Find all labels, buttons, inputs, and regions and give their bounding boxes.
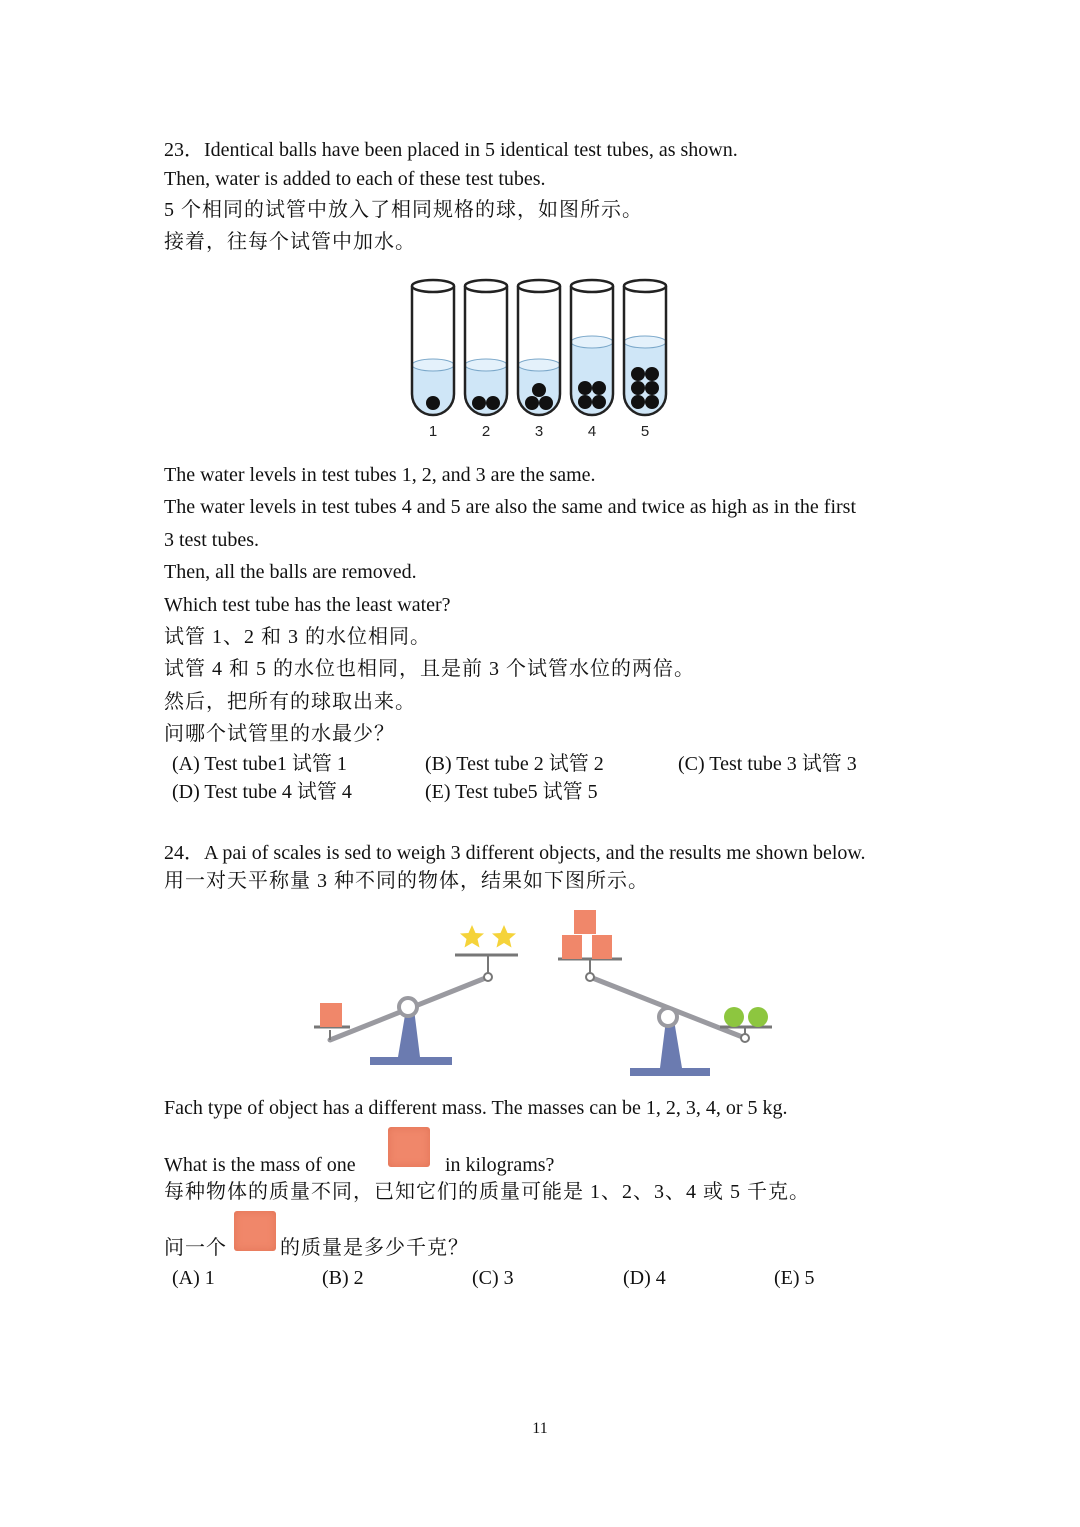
test-tube-5 [624,280,666,440]
q23-body-cn-3: 然后，把所有的球取出来。 [164,691,416,713]
ball [645,381,659,395]
water-surface [571,336,613,348]
tube-rim [518,280,560,292]
ball [472,396,486,410]
q23-body-cn-1: 试管 1、2 和 3 的水位相同。 [164,626,431,648]
q23-option-e[interactable]: (E) Test tube5 试管 5 [425,781,598,803]
right-scale-pivot [659,1008,677,1026]
left-scale-base [370,1057,452,1065]
q23-body-cn-2: 试管 4 和 5 的水位也相同，且是前 3 个试管水位的两倍。 [164,658,695,680]
star-icon [492,925,516,948]
q24-body-en-1: Fach type of object has a different mass. The masses can be 1, 2, 3, 4, or 5 kg. [164,1097,788,1119]
test-tube-4 [571,280,613,440]
left-scale-pivot [399,998,417,1016]
q23-intro-en-2: Then, water is added to each of these test tubes. [164,168,546,190]
q24-body-cn-1: 每种物体的质量不同，已知它们的质量可能是 1、2、3、4 或 5 千克。 [164,1181,810,1203]
q23-body-en-1: The water levels in test tubes 1, 2, and 3 are the same. [164,464,596,486]
star-icon [460,925,484,948]
ball [631,395,645,409]
q24-body-cn-2b: 的质量是多少千克？ [280,1237,469,1259]
tube-label-4: 4 [587,423,597,440]
q23-intro-en-1: 23．Identical balls have been placed in 5 identical test tubes, as shown. [164,139,738,161]
ball [539,396,553,410]
q24-body-cn-2a: 问一个 [164,1237,227,1259]
q24-body-en-2a: What is the mass of one [164,1154,356,1176]
ball [631,381,645,395]
cube-icon [320,1003,342,1027]
ball-icon [748,1007,768,1027]
q23-option-c[interactable]: (C) Test tube 3 试管 3 [678,753,857,775]
tube-label-3: 3 [534,423,544,440]
ball [592,395,606,409]
water-surface [518,359,560,371]
right-scale-base [630,1068,710,1076]
scales-figure [300,905,780,1080]
q24-intro-en: 24．A pai of scales is sed to weigh 3 different objects, and the results me shown below. [164,842,866,864]
q23-body-en-4: Then, all the balls are removed. [164,561,417,583]
q24-option-e[interactable]: (E) 5 [774,1267,815,1289]
q23-intro-cn-1: 5 个相同的试管中放入了相同规格的球，如图所示。 [164,199,643,221]
tube-rim [465,280,507,292]
q24-intro-cn: 用一对天平称量 3 种不同的物体，结果如下图所示。 [164,870,649,892]
q23-option-b[interactable]: (B) Test tube 2 试管 2 [425,753,604,775]
page-number: 11 [532,1420,548,1437]
cube-icon [562,935,582,959]
q24-option-d[interactable]: (D) 4 [623,1267,666,1289]
ball [645,395,659,409]
q24-option-b[interactable]: (B) 2 [322,1267,364,1289]
test-tube-3 [518,280,560,440]
left-scale [314,925,518,1065]
water-surface [465,359,507,371]
q24-body-en-2b: in kilograms? [445,1154,555,1176]
q24-option-c[interactable]: (C) 3 [472,1267,514,1289]
ball [645,367,659,381]
ball [578,381,592,395]
ball [631,367,645,381]
right-scale [558,910,772,1076]
water-surface [624,336,666,348]
tube-rim [412,280,454,292]
water-surface [412,359,454,371]
q23-body-cn-4: 问哪个试管里的水最少？ [164,723,395,745]
ball [532,383,546,397]
water [571,342,613,415]
tube-rim [624,280,666,292]
cube-icon [234,1211,276,1251]
q23-option-a[interactable]: (A) Test tube1 试管 1 [172,753,347,775]
q23-intro-cn-2: 接着，往每个试管中加水。 [164,231,416,253]
cube-icon [388,1127,430,1167]
test-tube-1 [412,280,454,440]
ball-icon [724,1007,744,1027]
q23-body-en-3: 3 test tubes. [164,529,259,551]
tube-label-1: 1 [428,423,438,440]
test-tube-2 [465,280,507,440]
q23-body-en-2: The water levels in test tubes 4 and 5 are also the same and twice as high as in the first [164,496,857,518]
ball [426,396,440,410]
cube-icon [574,910,596,934]
ball [592,381,606,395]
ball [486,396,500,410]
cube-icon [592,935,612,959]
q23-option-d[interactable]: (D) Test tube 4 试管 4 [172,781,352,803]
tube-label-2: 2 [481,423,491,440]
test-tubes-figure [400,270,690,445]
tube-rim [571,280,613,292]
tube-label-5: 5 [640,423,650,440]
q23-body-en-5: Which test tube has the least water? [164,594,451,616]
q24-option-a[interactable]: (A) 1 [172,1267,215,1289]
ball [578,395,592,409]
water [624,342,666,415]
ball [525,396,539,410]
